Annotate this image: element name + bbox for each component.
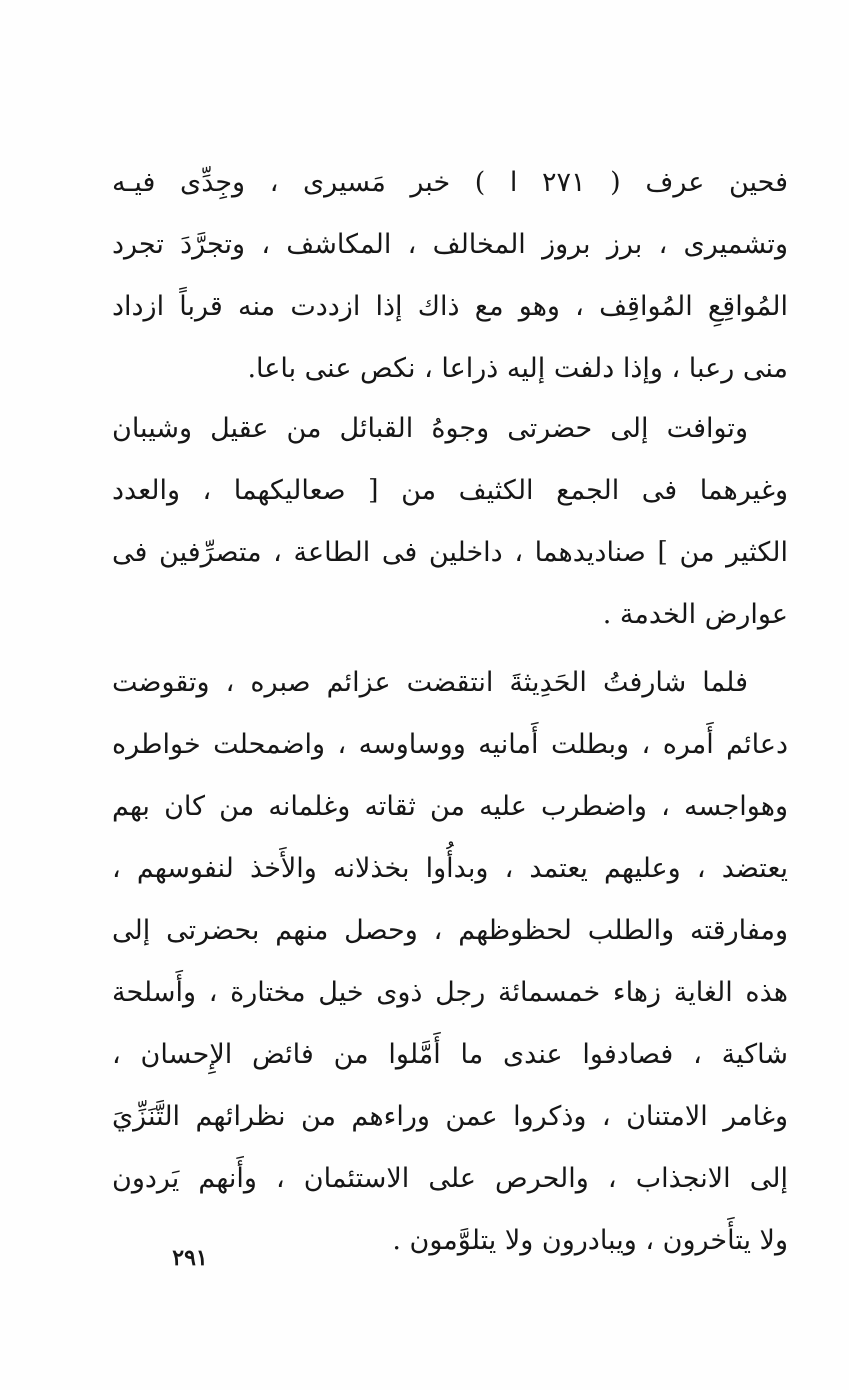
text-line: وغامر الامتنان ، وذكروا عمن وراءهم من نظرائهم التَّنَزِّيَ [112,1101,788,1132]
text-line: عوارض الخدمة . [602,599,788,630]
text-line: وهواجسه ، واضطرب عليه من ثقاته وغلمانه من كان بهم [112,791,788,822]
paragraph-2 [112,398,788,646]
text-line: المُواقِعِ المُواقِف ، وهو مع ذاك إذا ازددت منه قرباً ازداد [112,291,788,322]
text-line: هذه الغاية زهاء خمسمائة رجل ذوى خيل مختارة ، وأَسلحة [112,977,788,1008]
page-number: ٢٩١ [172,1245,208,1271]
text-line: إلى الانجذاب ، والحرص على الاستئمان ، وأَنهم يَردون [112,1163,788,1194]
text-line: ولا يتأَخرون ، ويبادرون ولا يتلوَّمون . [392,1225,788,1256]
text-line: فلما شارفتُ الحَدِيثةَ انتقضت عزائم صبره ، وتقوضت [112,667,748,698]
text-line: وغيرهما فى الجمع الكثيف من [ صعاليكهما ، والعدد [112,475,788,506]
text-line: وتوافت إلى حضرتى وجوهُ القبائل من عقيل وشيبان [112,413,748,444]
text-line: دعائم أَمره ، وبطلت أَمانيه ووساوسه ، واضمحلت خواطره [112,729,788,760]
text-line: فحين عرف ( ٢٧١ ا ) خبر مَسيرى ، وجِدِّى فيـه [112,167,788,198]
text-line: يعتضد ، وعليهم يعتمد ، وبدأُوا بخذلانه والأَخذ لنفوسهم ، [112,853,788,884]
text-line: الكثير من ] صناديدهما ، داخلين فى الطاعة ، متصرِّفين فى [112,537,788,568]
text-line: وتشميرى ، برز بروز المخالف ، المكاشف ، وتجرَّدَ تجرد [112,229,788,260]
paragraph-3 [112,652,788,1272]
text-line: منى رعبا ، وإذا دلفت إليه ذراعا ، نكص عنى باعا. [247,353,788,384]
text-line: شاكية ، فصادفوا عندى ما أَمَّلوا من فائض الإِحسان ، [112,1039,788,1070]
text-line: ومفارقته والطلب لحظوظهم ، وحصل منهم بحضرتى إلى [112,915,788,946]
paragraph-1 [112,152,788,400]
